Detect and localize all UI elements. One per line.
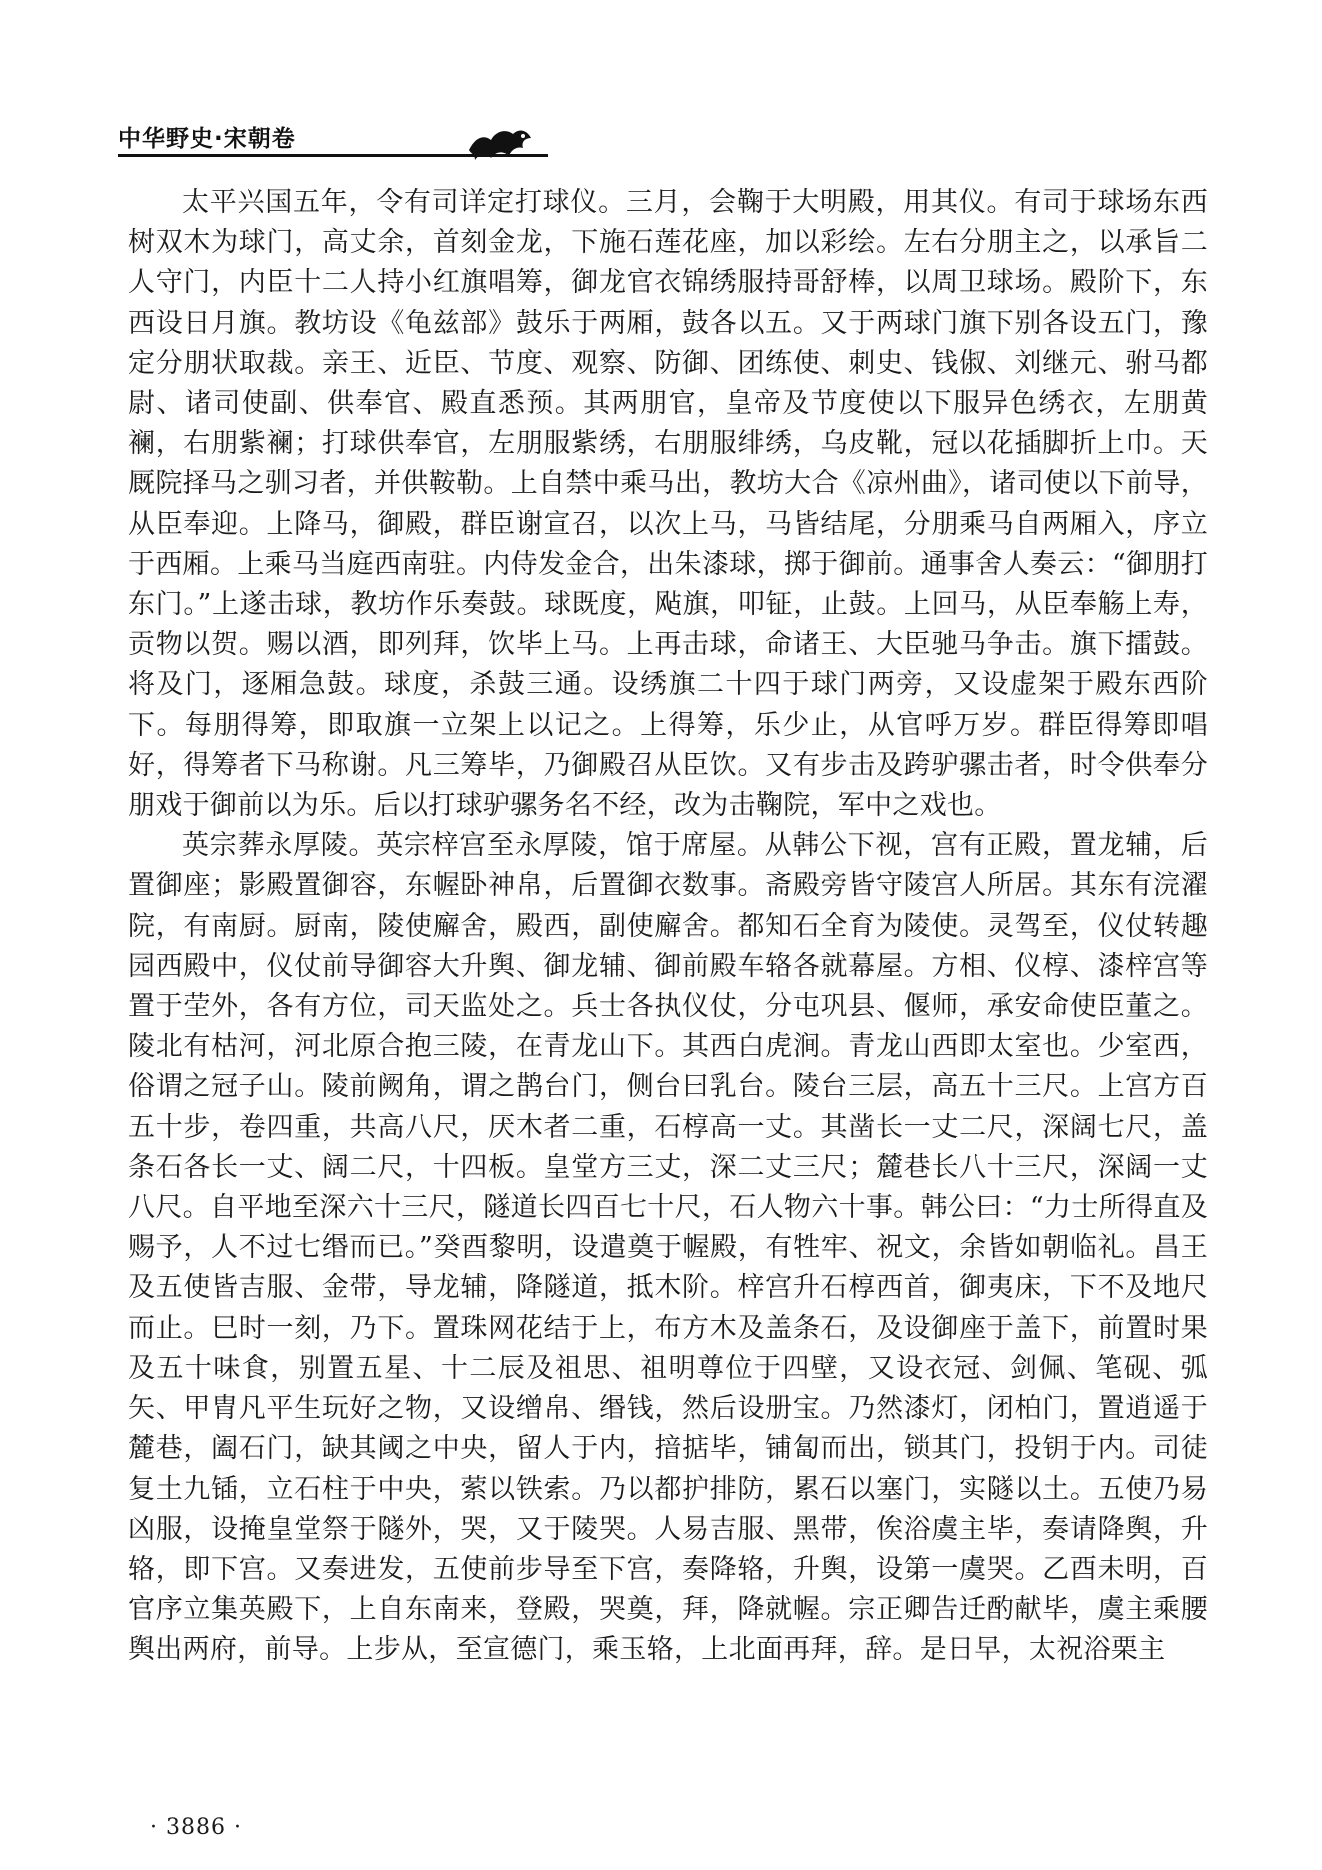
dragon-emblem-icon — [465, 120, 537, 164]
body-text — [128, 183, 1208, 1671]
page-number: · 3886 · — [150, 1815, 242, 1840]
header-title: 中华野史·宋朝卷 — [118, 126, 296, 152]
paragraph-yinghou-tomb: 英宗葬永厚陵。英宗梓宫至永厚陵，馆于席屋。从韩公下视，宫有正殿，置龙辅，后置御座；影殿置御容，东幄卧神帛，后置御衣数事。斋殿旁皆守陵宫人所居。其东有浣濯院，有南厨。厨南，陵使廨舍，殿西，副使廨舍。都知石全育为陵使。灵驾至，仪仗转趣园西殿中，仪仗前导御容大升舆、御龙辅、御前殿车辂各就幕屋。方相、仪椁、漆梓宫等置于茔外，各有方位，司天监处之。兵士各执仪仗，分屯巩县、偃师，承安命使臣董之。陵北有枯河，河北原合抱三陵，在青龙山下。其西白虎涧。青龙山西即太室也。少室西，俗谓之冠子山。陵前阙角，谓之鹊台门，侧台曰乳台。陵台三层，高五十三尺。上宫方百五十步，卷四重，共高八尺，厌木者二重，石椁高一丈。其凿长一丈二尺，深阔七尺，盖条石各长一丈、阔二尺，十四板。皇堂方三丈，深二丈三尺；麓巷长八十三尺，深阔一丈八尺。自平地至深六十三尺，隧道长四百七十尺，石人物六十事。韩公曰：“力士所得直及赐予，人不过七缗而已。”癸酉黎明，设遣奠于幄殿，有牲牢、祝文，余皆如朝临礼。昌王及五使皆吉服、金带，导龙辅，降隧道，抵木阶。梓宫升石椁西首，御夷床，下不及地尺而止。巳时一刻，乃下。置珠网花结于上，布方木及盖条石，及设御座于盖下，前置时果及五十味食，别置五星、十二辰及祖思、祖明尊位于四壁，又设衣冠、剑佩、笔砚、弧矢、甲胄凡平生玩好之物，又设缯帛、缗钱，然后设册宝。乃然漆灯，闭柏门，置逍遥于麓巷，阖石门，缺其阈之中央，留人于内，揞掂毕，铺匐而出，锁其门，投钥于内。司徒复土九锸，立石柱于中央，萦以铁索。乃以都护排防，累石以塞门，实隧以土。五使乃易凶服，设掩皇堂祭于隧外，哭，又于陵哭。人易吉服、黑带，俟浴虞主毕，奏请降舆，升辂，即下宫。又奏进发，五使前步导至下宫，奏降辂，升舆，设第一虞哭。乙酉未明，百官序立集英殿下，上自东南来，登殿，哭奠，拜，降就幄。宗正卿告迁酌献毕，虞主乘腰舆出两府，前导。上步从，至宣德门，乘玉辂，上北面再拜，辞。是日早，太祝浴栗主 — [128, 830, 1208, 1666]
paragraph-polo-ritual: 太平兴国五年，令有司详定打球仪。三月，会鞠于大明殿，用其仪。有司于球场东西树双木为球门，高丈余，首刻金龙，下施石莲花座，加以彩绘。左右分朋主之，以承旨二人守门，内臣十二人持小红旗唱筹，御龙官衣锦绣服持哥舒棒，以周卫球场。殿阶下，东西设日月旗。教坊设《龟兹部》鼓乐于两厢，鼓各以五。又于两球门旗下别各设五门，豫定分朋状取裁。亲王、近臣、节度、观察、防御、团练使、刺史、钱俶、刘继元、驸马都尉、诸司使副、供奉官、殿直悉预。其两朋官，皇帝及节度使以下服异色绣衣，左朋黄襕，右朋紫襕；打球供奉官，左朋服紫绣，右朋服绯绣，乌皮靴，冠以花插脚折上巾。天厩院择马之驯习者，并供鞍勒。上自禁中乘马出，教坊大合《凉州曲》，诸司使以下前导，从臣奉迎。上降马，御殿，群臣谢宣召，以次上马，马皆结尾，分朋乘马自两厢入，序立于西厢。上乘马当庭西南驻。内侍发金合，出朱漆球，掷于御前。通事舍人奏云：“御朋打东门。”上遂击球，教坊作乐奏鼓。球既度，飐旗，叩钲，止鼓。上回马，从臣奉觞上寿，贡物以贺。赐以酒，即列拜，饮毕上马。上再击球，命诸王、大臣驰马争击。旗下擂鼓。将及门，逐厢急鼓。球度，杀鼓三通。设绣旗二十四于球门两旁，又设虚架于殿东西阶下。每朋得筹，即取旗一立架上以记之。上得筹，乐少止，从官呼万岁。群臣得筹即唱好，得筹者下马称谢。凡三筹毕，乃御殿召从臣饮。又有步击及跨驴骡击者，时令供奉分朋戏于御前以为乐。后以打球驴骡务名不经，改为击鞠院，军中之戏也。 — [128, 187, 1208, 822]
